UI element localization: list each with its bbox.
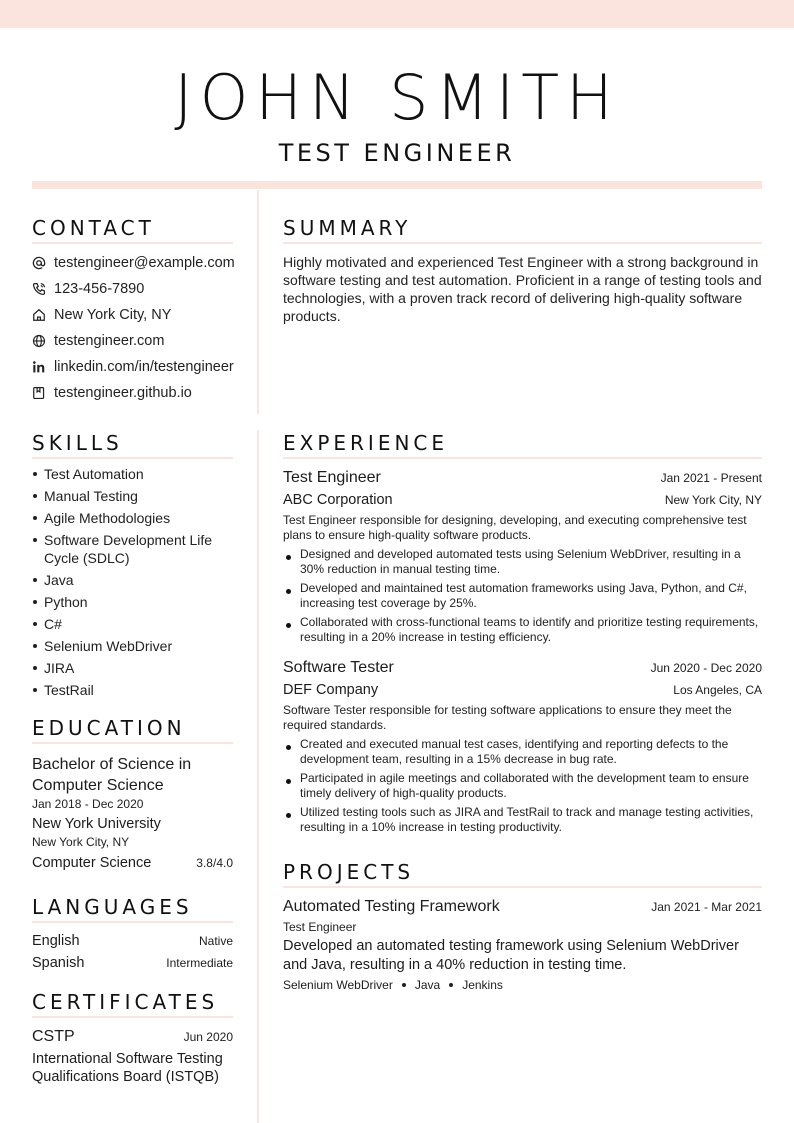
education-title: EDUCATION: [32, 716, 233, 744]
summary-title: SUMMARY: [283, 216, 762, 244]
projects-title: PROJECTS: [283, 860, 762, 888]
job-entry: [283, 467, 762, 645]
job-dates: Jun 2020 - Dec 2020: [650, 661, 762, 675]
project-tech-list: [283, 978, 762, 992]
job-description: Software Tester responsible for testing software applications to ensure they meet the required standards.: [283, 703, 732, 732]
skill-item: Java: [32, 571, 233, 589]
certificate-org: International Software Testing Qualifications Board (ISTQB): [32, 1051, 223, 1085]
project-name: Automated Testing Framework: [283, 898, 500, 915]
certificate-date: Jun 2020: [183, 1030, 233, 1044]
education-degree: Bachelor of Science in Computer Science: [32, 756, 192, 794]
contact-linkedin[interactable]: [32, 354, 233, 380]
education-school: New York University: [32, 816, 161, 832]
separator-dot: [402, 983, 406, 987]
language-name: English: [32, 933, 80, 949]
phone-icon: [32, 282, 46, 296]
skill-item: TestRail: [32, 681, 233, 699]
contact-github-text: testengineer.github.io: [54, 385, 192, 401]
project-dates: Jan 2021 - Mar 2021: [651, 900, 762, 914]
project-description: Developed an automated testing framework using Selenium WebDriver and Java, resulting in a 40% reduction in testing time.: [283, 938, 739, 973]
job-bullet: Developed and maintained test automation frameworks using Java, Python, and C#, increasing test coverage by 25%.: [283, 581, 762, 611]
contact-location-text: New York City, NY: [54, 307, 172, 323]
job-company: ABC Corporation: [283, 492, 393, 508]
candidate-name: JOHN SMITH: [174, 61, 620, 134]
contact-phone[interactable]: [32, 276, 233, 302]
project-tech: Jenkins: [462, 978, 503, 992]
job-bullet: Participated in agile meetings and collaborated with the development team to ensure timely delivery of high-quality products.: [283, 771, 762, 801]
summary-section: [283, 216, 762, 325]
contact-title: CONTACT: [32, 216, 233, 244]
column-divider-bottom: [257, 430, 259, 1123]
education-dates: Jan 2018 - Dec 2020: [32, 797, 144, 811]
contact-github[interactable]: [32, 380, 233, 406]
skills-title: SKILLS: [32, 431, 233, 459]
job-bullets: [283, 547, 762, 645]
contact-location: [32, 302, 233, 328]
candidate-role: TEST ENGINEER: [278, 139, 516, 167]
job-bullet: Collaborated with cross-functional teams to identify and prioritize testing requirements, resulting in a 20% increase in testing efficiency.: [283, 615, 762, 645]
column-divider-top: [257, 190, 259, 414]
at-icon: [32, 256, 46, 270]
job-bullet: Designed and developed automated tests using Selenium WebDriver, resulting in a 30% reduction in manual testing time.: [283, 547, 762, 577]
education-location: New York City, NY: [32, 835, 130, 849]
job-description: Test Engineer responsible for designing, developing, and executing comprehensive test plans to ensure high-quality software products.: [283, 513, 747, 542]
skill-item: Selenium WebDriver: [32, 637, 233, 655]
github-icon: [32, 386, 46, 400]
contact-email[interactable]: [32, 250, 233, 276]
education-field: Computer Science: [32, 855, 152, 871]
skill-item: Software Development Life Cycle (SDLC): [32, 531, 233, 567]
header-divider: [32, 181, 762, 189]
contact-email-text: testengineer@example.com: [54, 255, 235, 271]
job-company: DEF Company: [283, 682, 379, 698]
globe-icon: [32, 334, 46, 348]
job-bullets: [283, 737, 762, 835]
experience-section: [283, 431, 762, 839]
contact-section: [32, 216, 233, 406]
skill-item: JIRA: [32, 659, 233, 677]
language-level: Intermediate: [166, 956, 233, 970]
separator-dot: [449, 983, 453, 987]
contact-website[interactable]: [32, 328, 233, 354]
education-gpa: 3.8/4.0: [196, 856, 233, 870]
job-title: Test Engineer: [283, 469, 381, 486]
resume-header: [0, 62, 794, 168]
education-field-row: [32, 853, 233, 873]
certificates-section: [32, 990, 233, 1086]
language-name: Spanish: [32, 955, 85, 971]
language-level: Native: [198, 934, 233, 948]
project-entry: [283, 896, 762, 992]
contact-linkedin-text: linkedin.com/in/testengineer: [54, 359, 234, 375]
job-entry: [283, 657, 762, 835]
top-accent-band: [0, 0, 794, 28]
project-tech: Selenium WebDriver: [283, 978, 393, 992]
job-location: Los Angeles, CA: [673, 683, 762, 697]
home-icon: [32, 308, 46, 322]
project-role: Test Engineer: [283, 920, 357, 934]
skill-item: Agile Methodologies: [32, 509, 233, 527]
linkedin-icon: [32, 360, 46, 374]
job-bullet: Created and executed manual test cases, identifying and reporting defects to the development team, resulting in a 15% decrease in bug rate.: [283, 737, 762, 767]
skill-item: Manual Testing: [32, 487, 233, 505]
job-bullet: Utilized testing tools such as JIRA and TestRail to track and manage testing activities, resulting in a 10% increase in testing productivity.: [283, 805, 762, 835]
contact-phone-text: 123-456-7890: [54, 281, 145, 297]
job-location: New York City, NY: [664, 493, 762, 507]
language-item: [32, 952, 233, 974]
skill-item: Test Automation: [32, 465, 233, 483]
job-dates: Jan 2021 - Present: [660, 471, 762, 485]
contact-website-text: testengineer.com: [54, 333, 165, 349]
experience-title: EXPERIENCE: [283, 431, 762, 459]
skills-list: [32, 465, 233, 699]
languages-title: LANGUAGES: [32, 895, 233, 923]
project-tech: Java: [414, 978, 441, 992]
certificate-name: CSTP: [32, 1028, 75, 1045]
certificate-header: [32, 1026, 233, 1048]
summary-text: Highly motivated and experienced Test Engineer with a strong background in software testing and test automation. Proficient in a range of testing tools and technologies, with a proven track record of delivering high-quality software products.: [283, 254, 762, 324]
skill-item: Python: [32, 593, 233, 611]
education-section: [32, 716, 233, 873]
languages-section: [32, 895, 233, 974]
language-item: [32, 930, 233, 952]
skills-section: [32, 431, 233, 703]
projects-section: [283, 860, 762, 992]
certificates-title: CERTIFICATES: [32, 990, 233, 1018]
job-title: Software Tester: [283, 659, 394, 676]
skill-item: C#: [32, 615, 233, 633]
